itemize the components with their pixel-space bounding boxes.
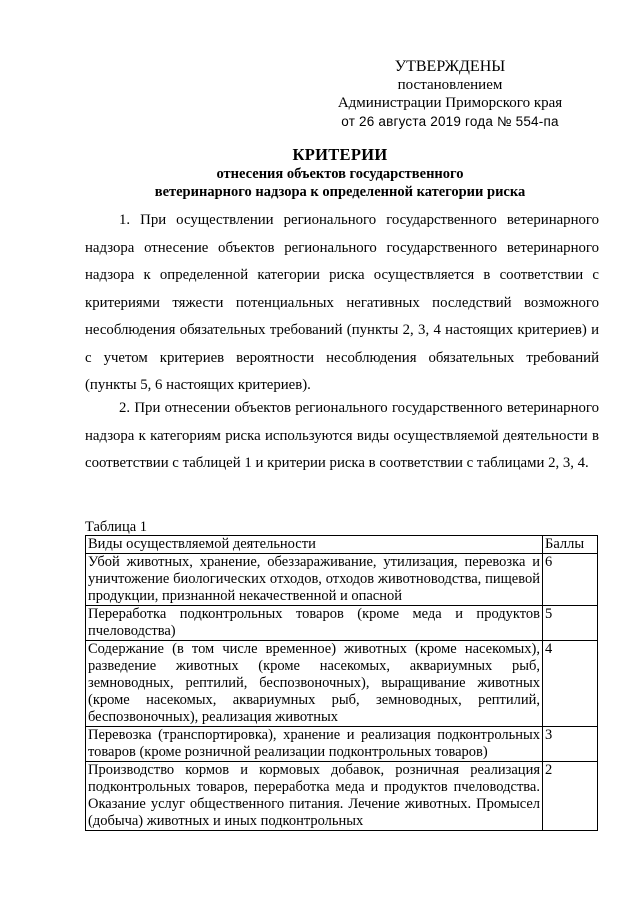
score-cell: 3	[543, 727, 598, 762]
table-row	[86, 727, 598, 762]
table-header-row	[86, 536, 598, 554]
approval-line-resolution: постановлением	[397, 77, 503, 93]
document-title	[80, 145, 600, 201]
title-subtitle-line1: отнесения объектов государственного	[216, 166, 464, 182]
title-main: КРИТЕРИИ	[292, 145, 388, 164]
activity-cell: Перевозка (транспортировка), хранение и реализация подконтрольных товаров (кроме розничной реализации подконтрольных товаров)	[86, 727, 543, 762]
activity-cell: Содержание (в том числе временное) животных (кроме насекомых), разведение животных (кроме насекомых, аквариумных рыб, земноводных, рептилий, беспозвоночных), выращивание животных (кроме насекомых, аквариумных рыб, земноводных, рептилий, беспозвоночных), реализация животных	[86, 641, 543, 727]
table-row	[86, 762, 598, 831]
approval-line-administration: Администрации Приморского края	[337, 95, 563, 111]
score-cell: 6	[543, 554, 598, 606]
activity-cell: Убой животных, хранение, обеззараживание, утилизация, перевозка и уничтожение биологических отходов, отходов животноводства, пищевой продукции, признанной некачественной и опасной	[86, 554, 543, 606]
score-cell: 4	[543, 641, 598, 727]
table-row	[86, 606, 598, 641]
score-cell: 2	[543, 762, 598, 831]
table-caption: Таблица 1	[85, 519, 148, 535]
header-score: Баллы	[543, 536, 598, 554]
approval-block	[300, 58, 600, 131]
table-row	[86, 641, 598, 727]
table-row	[86, 554, 598, 606]
approval-date-number: от 26 августа 2019 года № 554-па	[341, 114, 559, 129]
title-subtitle-line2: ветеринарного надзора к определенной категории риска	[154, 184, 526, 200]
activity-score-table	[85, 535, 598, 831]
paragraph-1: 1. При осуществлении регионального государственного ветеринарного надзора отнесение объектов регионального государственного ветеринарного надзора к определенной категории риска осуществляется в соответствии с критериями тяжести потенциальных негативных последствий возможного несоблюдения обязательных требований (пункты 2, 3, 4 настоящих критериев) и с учетом критериев вероятности несоблюдения обязательных требований (пункты 5, 6 настоящих критериев).	[85, 212, 599, 393]
score-cell: 5	[543, 606, 598, 641]
approval-heading: УТВЕРЖДЕНЫ	[394, 58, 506, 75]
activity-cell: Переработка подконтрольных товаров (кроме меда и продуктов пчеловодства)	[86, 606, 543, 641]
paragraph-2: 2. При отнесении объектов регионального государственного ветеринарного надзора к категориям риска используются виды осуществляемой деятельности в соответствии с таблицей 1 и критерии риска в соответствии с таблицами 2, 3, 4.	[85, 400, 599, 471]
header-activity: Виды осуществляемой деятельности	[86, 536, 543, 554]
activity-cell: Производство кормов и кормовых добавок, розничная реализация подконтрольных товаров, переработка меда и продуктов пчеловодства. Оказание услуг общественного питания. Лечение животных. Промысел (добыча) животных и иных подконтрольных	[86, 762, 543, 831]
